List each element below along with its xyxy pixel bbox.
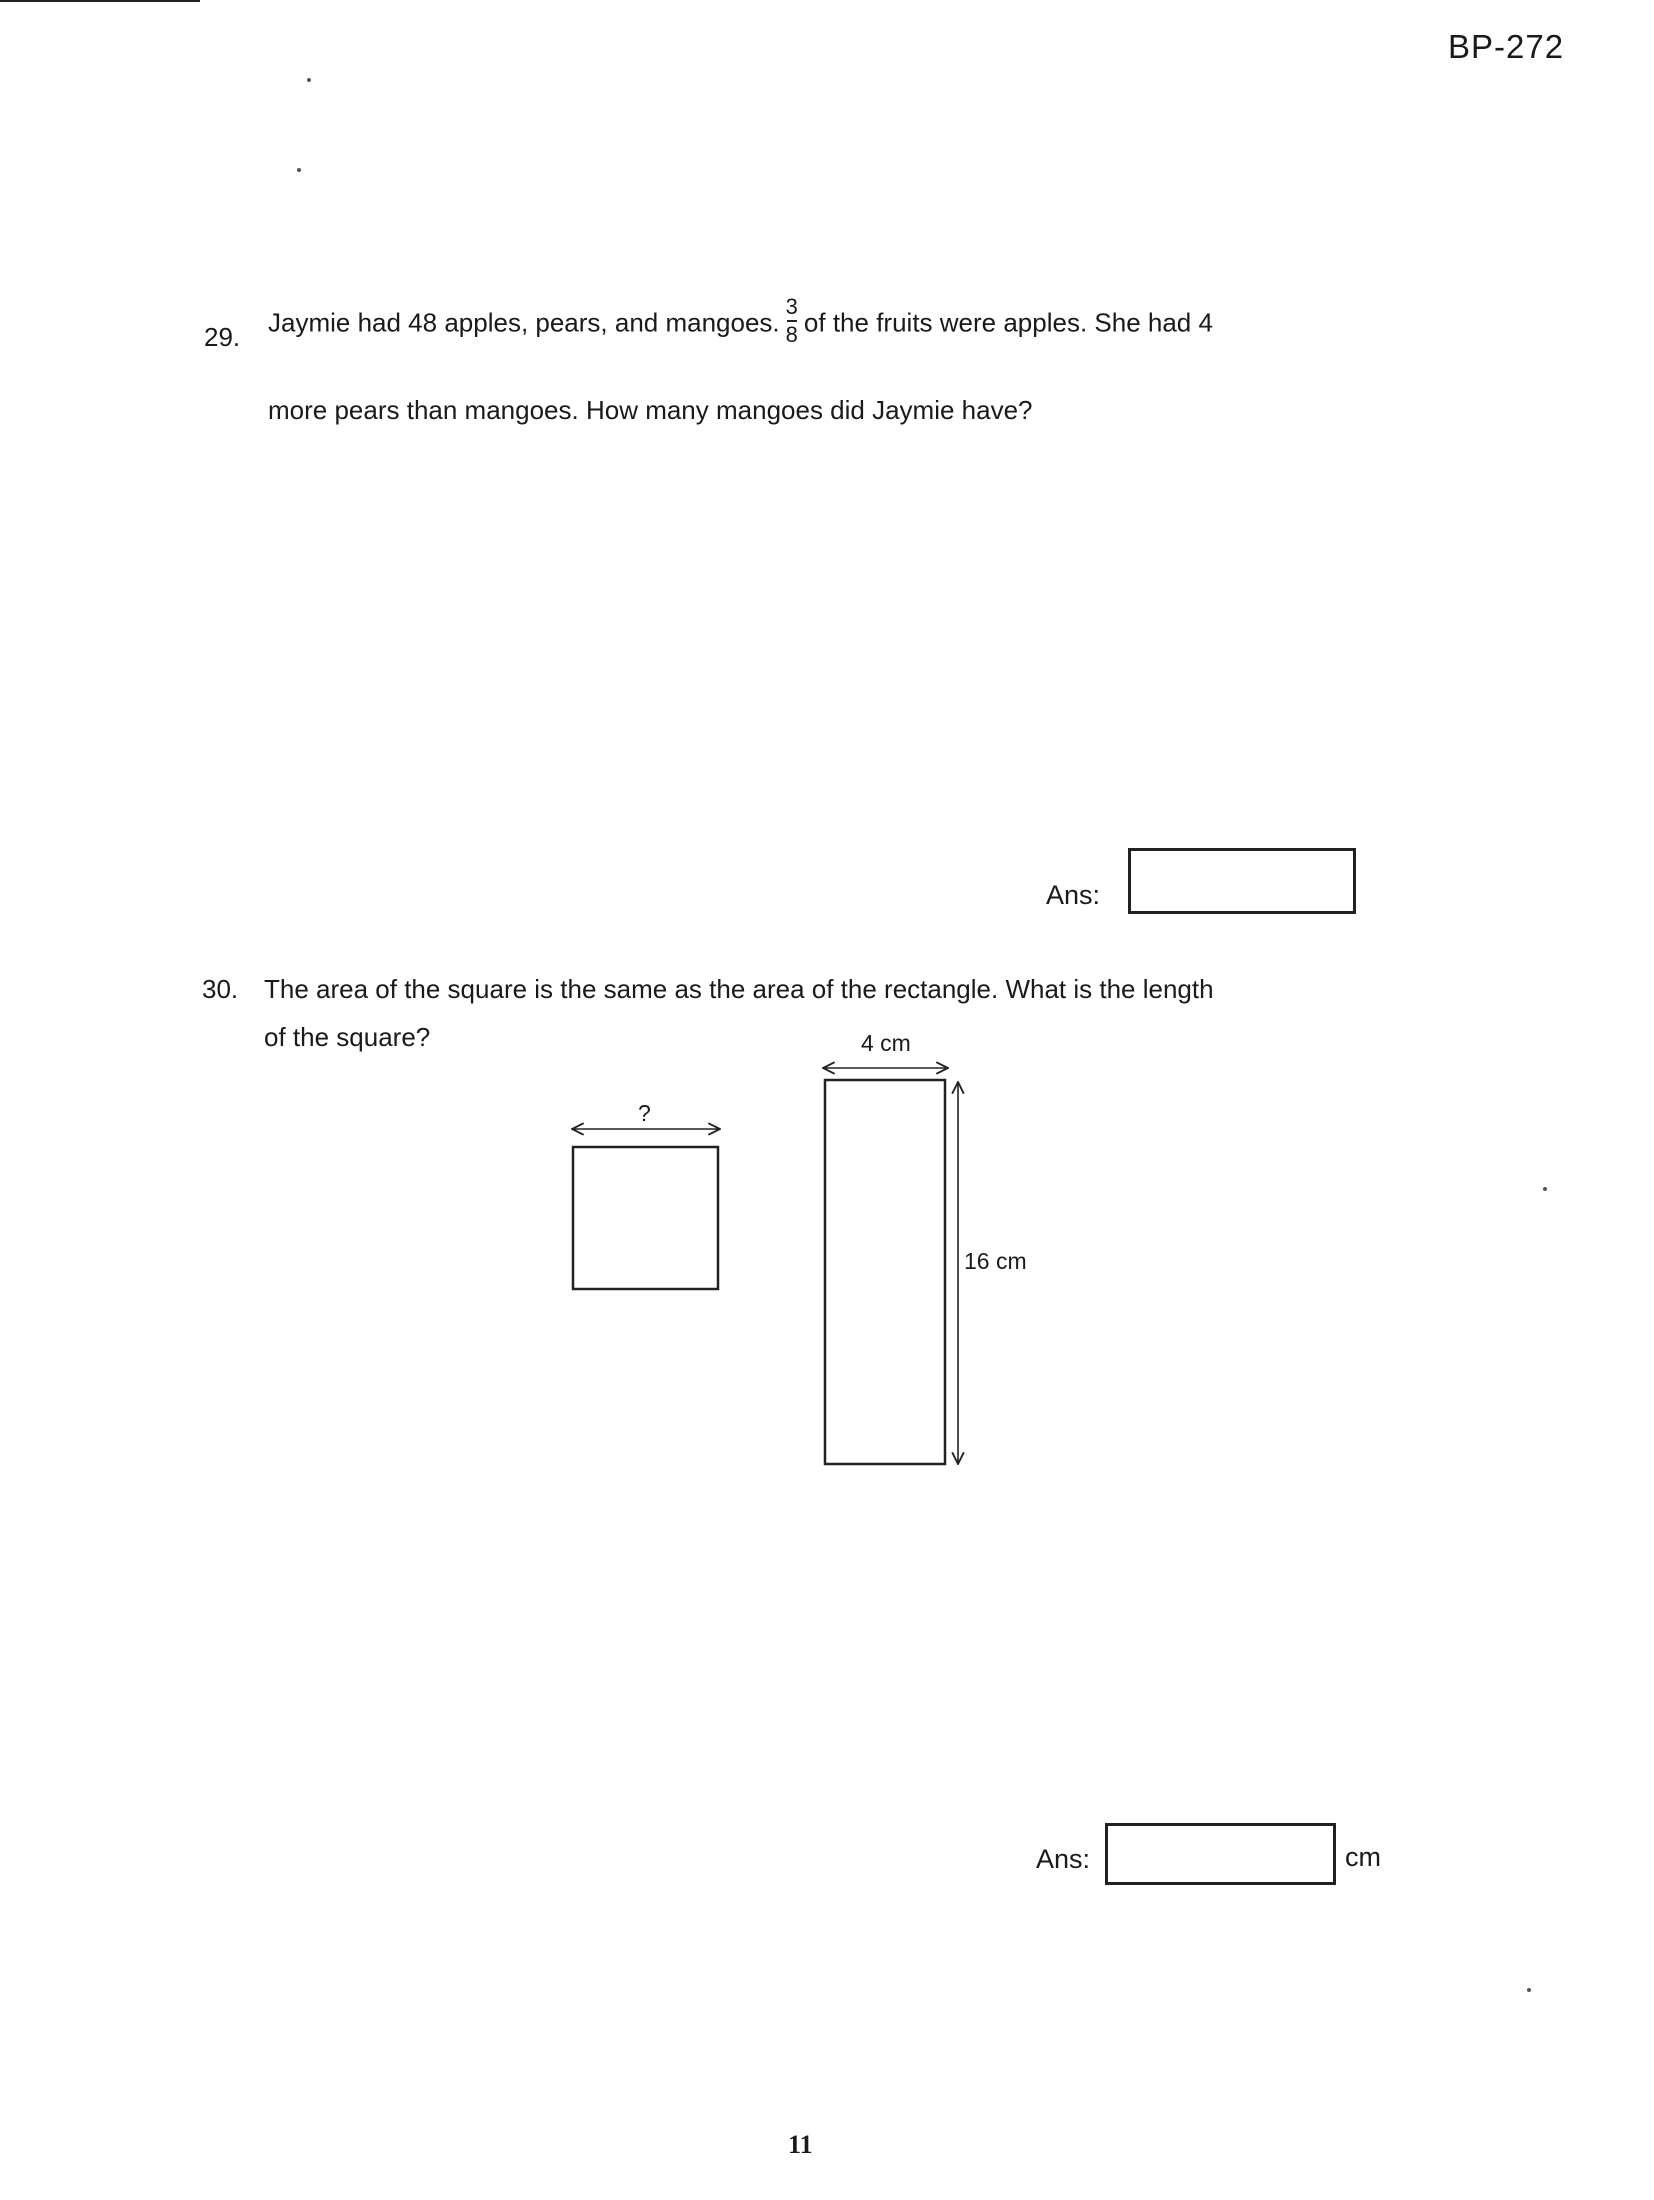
square-shape bbox=[573, 1147, 718, 1289]
question-30-number: 30. bbox=[202, 974, 239, 1004]
question-29-line-2: more pears than mangoes. How many mangoes did Jaymie have? bbox=[268, 395, 1033, 425]
square-side-label: ? bbox=[638, 1100, 651, 1126]
question-29-number: 29. bbox=[204, 322, 241, 352]
page-number: 11 bbox=[788, 2130, 813, 2159]
question-30-line-1: The area of the square is the same as the area of the rectangle. What is the length bbox=[264, 974, 1214, 1004]
question-29-text-end: of the fruits were apples. She had 4 bbox=[803, 307, 1213, 338]
fraction-denominator: 8 bbox=[785, 321, 798, 347]
question-30-line-2: of the square? bbox=[264, 1022, 431, 1052]
question-30-answer-label: Ans: bbox=[1036, 1844, 1091, 1874]
question-30-answer-box[interactable] bbox=[1105, 1823, 1336, 1885]
rectangle-shape bbox=[825, 1080, 945, 1464]
rectangle-height-label: 16 cm bbox=[964, 1248, 1027, 1274]
document-code: BP-272 bbox=[1448, 28, 1565, 65]
question-29-answer-label: Ans: bbox=[1046, 880, 1101, 910]
fraction-numerator: 3 bbox=[785, 294, 798, 319]
question-29-text-start: Jaymie had 48 apples, pears, and mangoes. bbox=[268, 307, 780, 338]
question-30-answer-unit: cm bbox=[1345, 1842, 1381, 1872]
rectangle-width-label: 4 cm bbox=[861, 1030, 911, 1056]
